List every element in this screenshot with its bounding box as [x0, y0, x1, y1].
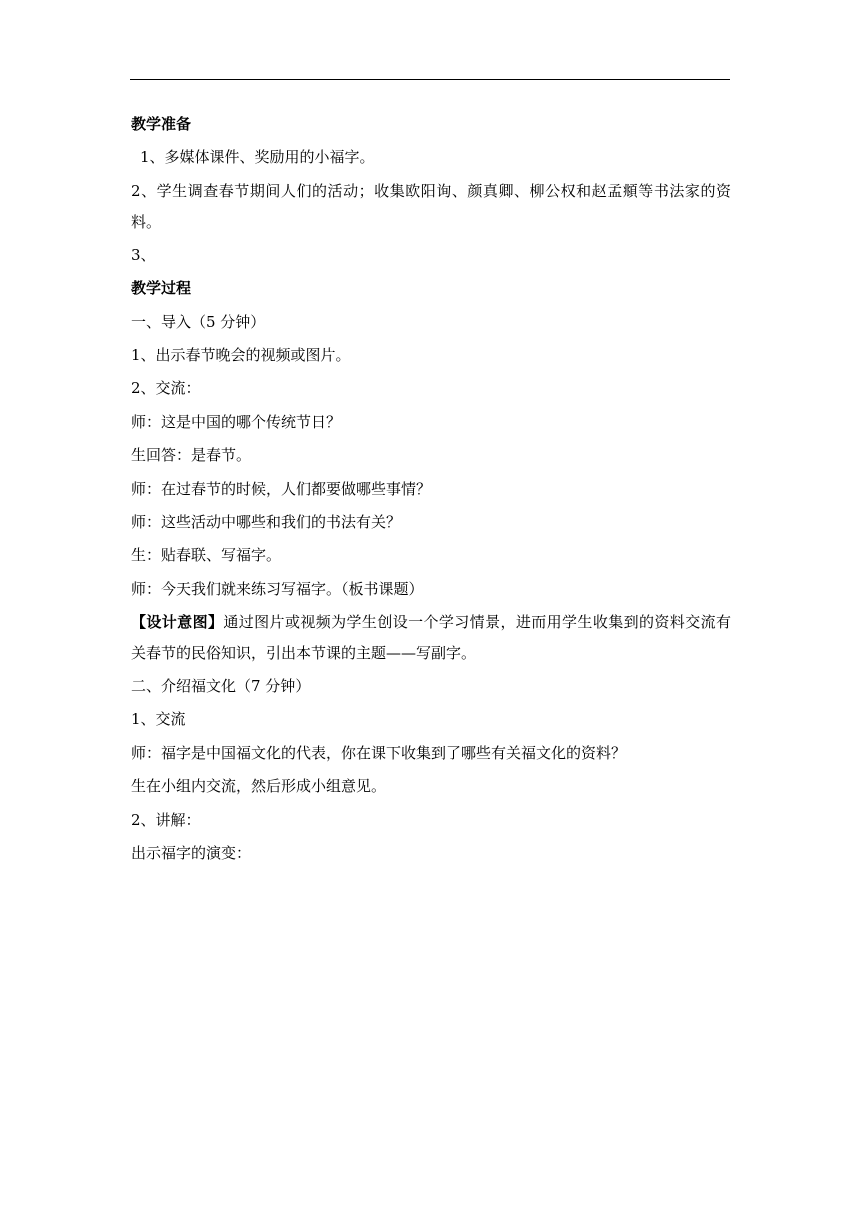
design-intent-text: 通过图片或视频为学生创设一个学习情景，进而用学生收集到的资料交流有关春节的民俗知识，引出本节课的主题——写副字。 [131, 613, 731, 663]
dialog-line-1: 师：这是中国的哪个传统节日？ [131, 412, 342, 431]
prep-item-1: 1、多媒体课件、奖励用的小福字。 [140, 148, 375, 167]
prep-item-3: 3、 [131, 245, 156, 264]
dialog-line-6: 师：今天我们就来练习写福字。（板书课题） [131, 579, 424, 598]
header-rule [130, 79, 730, 80]
part1-step2: 2、交流： [131, 379, 201, 398]
part2-dialog-2: 生在小组内交流，然后形成小组意见。 [131, 777, 387, 796]
dialog-line-2: 生回答：是春节。 [131, 446, 252, 465]
part2-show: 出示福字的演变： [131, 844, 252, 863]
part2-title: 二、介绍福文化（7 分钟） [131, 677, 311, 696]
prep-item-2: 2、学生调查春节期间人们的活动；收集欧阳询、颜真卿、柳公权和赵孟頫等书法家的资料。 [131, 181, 731, 231]
part2-step2: 2、讲解： [131, 810, 201, 829]
part2-dialog-1: 师：福字是中国福文化的代表，你在课下收集到了哪些有关福文化的资料？ [131, 743, 627, 762]
part1-step1: 1、出示春节晚会的视频或图片。 [131, 345, 351, 364]
part1-title: 一、导入（5 分钟） [131, 312, 266, 331]
design-intent-paragraph [131, 607, 731, 669]
dialog-line-3: 师：在过春节的时候，人们都要做哪些事情？ [131, 479, 432, 498]
design-intent-tag: 【设计意图】 [131, 613, 224, 632]
dialog-line-4: 师：这些活动中哪些和我们的书法有关？ [131, 512, 402, 531]
section-title-prep: 教学准备 [131, 115, 192, 133]
document-body [131, 108, 731, 870]
dialog-line-5: 生：贴春联、写福字。 [131, 546, 282, 565]
section-title-process: 教学过程 [131, 279, 192, 298]
part2-step1: 1、交流 [131, 710, 186, 729]
